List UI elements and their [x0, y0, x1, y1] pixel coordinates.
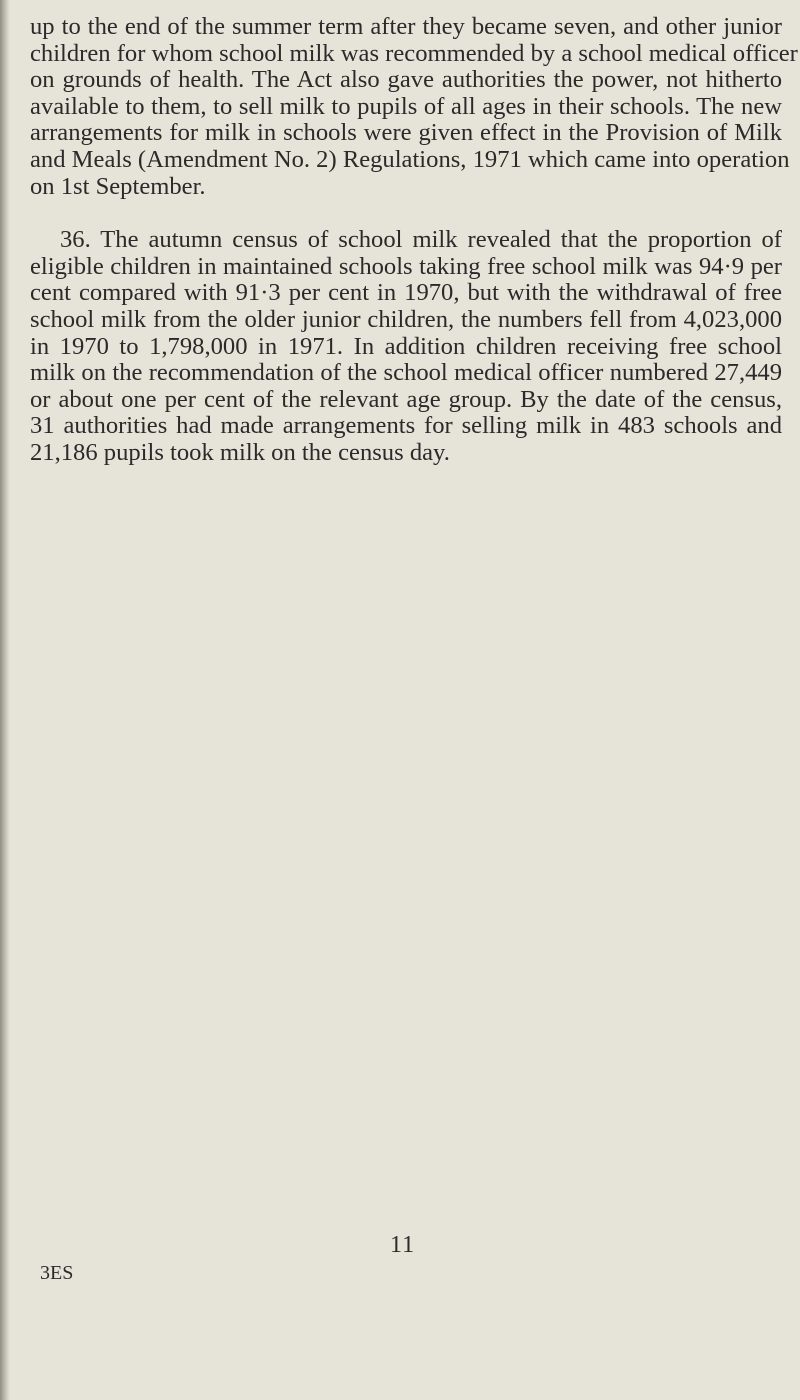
signature-mark: 3ES — [40, 1262, 74, 1284]
document-page — [30, 13, 798, 467]
text-line: 31 authorities had made arrangements for selling milk in 483 schools and — [30, 412, 782, 440]
text-line: eligible children in maintained schools taking free school milk was 94·9 per — [30, 252, 782, 280]
text-line: and Meals (Amendment No. 2) Regulations, 1971 which came into operation — [30, 145, 790, 173]
text-line: school milk from the older junior children, the numbers fell from 4,023,000 — [30, 305, 782, 333]
text-line: arrangements for milk in schools were given effect in the Provision of Milk — [30, 119, 782, 147]
text-line: on grounds of health. The Act also gave authorities the power, not hitherto — [30, 66, 782, 94]
text-line: or about one per cent of the relevant age group. By the date of the census, — [30, 385, 782, 413]
text-line: available to them, to sell milk to pupils of all ages in their schools. The new — [30, 92, 782, 120]
page-number: 11 — [390, 1232, 416, 1258]
text-line: milk on the recommendation of the school medical officer numbered 27,449 — [30, 359, 782, 387]
text-line: 36. The autumn census of school milk revealed that the proportion of — [60, 226, 782, 254]
text-line: cent compared with 91·3 per cent in 1970, but with the withdrawal of free — [30, 279, 782, 307]
text-line: up to the end of the summer term after they became seven, and other junior — [30, 13, 782, 40]
text-line: children for whom school milk was recommended by a school medical officer — [30, 39, 798, 67]
paragraph-continuation — [30, 13, 798, 200]
paragraph-36 — [30, 227, 782, 466]
text-line: on 1st September. — [30, 172, 206, 200]
text-line: 21,186 pupils took milk on the census day. — [30, 438, 450, 466]
binding-gutter — [0, 0, 10, 1400]
text-line: in 1970 to 1,798,000 in 1971. In addition children receiving free school — [30, 332, 782, 360]
